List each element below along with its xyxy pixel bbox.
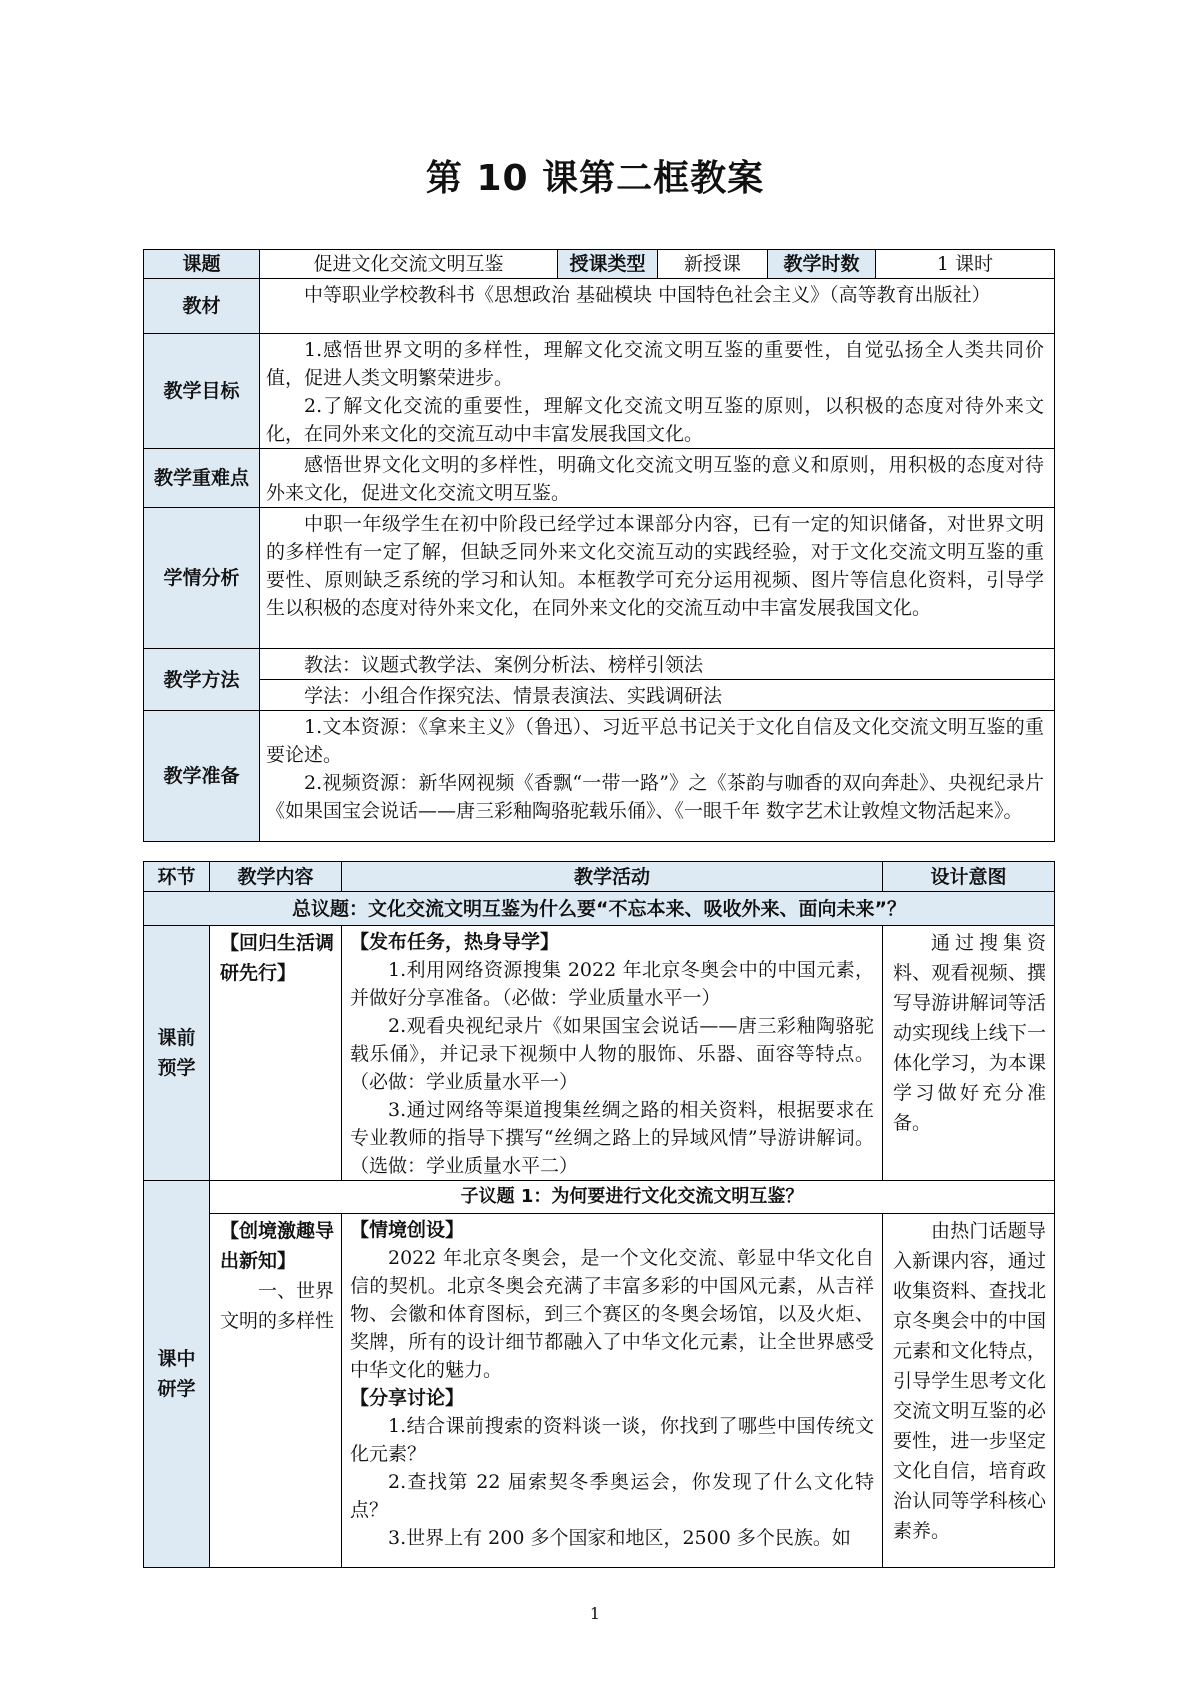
- discuss-heading: 【分享讨论】: [350, 1387, 465, 1409]
- lesson-info-table: [143, 249, 1055, 842]
- method-teach: 教法：议题式教学法、案例分析法、榜样引领法: [304, 654, 704, 676]
- page-number: 1: [589, 1604, 601, 1623]
- textbook-label: 教材: [144, 279, 260, 334]
- header-content: 教学内容: [210, 862, 342, 892]
- goals-label: 教学目标: [144, 334, 260, 449]
- textbook-value: 中等职业学校教科书《思想政治 基础模块 中国特色社会主义》（高等教育出版社）: [304, 284, 991, 306]
- stage-mid: [144, 1181, 210, 1568]
- stage-pre-label: 课前预学: [157, 1027, 196, 1079]
- methods-cell: [260, 680, 1055, 711]
- goals-cell: [260, 334, 1055, 449]
- design-mid-cell: [883, 1214, 1055, 1568]
- analysis-value: 中职一年级学生在初中阶段已经学过本课部分内容，已有一定的知识储备，对世界文明的多样性有一定了解，但缺乏同外来文化交流互动的实践经验，对于文化交流文明互鉴的重要性、原则缺乏系统的学习和认知。本框教学可充分运用视频、图片等信息化资料，引导学生以积极的态度对待外来文化，在同外来文化的交流互动中丰富发展我国文化。: [266, 513, 1044, 619]
- analysis-label: 学情分析: [144, 508, 260, 649]
- subject-label: 课题: [144, 250, 260, 279]
- process-table: [143, 861, 1055, 1568]
- method-learn: 学法：小组合作探究法、情景表演法、实践调研法: [304, 685, 723, 707]
- discuss-item: 2.查找第 22 届索契冬季奥运会，你发现了什么文化特点？: [350, 1471, 874, 1521]
- keypoints-label: 教学重难点: [144, 449, 260, 508]
- prep-cell: [260, 711, 1055, 842]
- prep-item: 2.视频资源：新华网视频《香飘“一带一路”》之《茶韵与咖香的双向奔赴》、央视纪录片《如果国宝会说话——唐三彩釉陶骆驼载乐俑》、《一眼千年 数字艺术让敦煌文物活起来》。: [266, 772, 1044, 822]
- design-pre-cell: [883, 926, 1055, 1181]
- subtopic-1: 子议题 1：为何要进行文化交流文明互鉴？: [210, 1181, 1055, 1214]
- keypoints-value: 感悟世界文化文明的多样性，明确文化交流文明互鉴的意义和原则，用积极的态度对待外来文化，促进文化交流文明互鉴。: [266, 454, 1044, 504]
- goal-item: 1.感悟世界文明的多样性，理解文化交流文明互鉴的重要性，自觉弘扬全人类共同价值，促进人类文明繁荣进步。: [266, 339, 1044, 389]
- subject-value: 促进文化交流文明互鉴: [260, 250, 558, 279]
- goal-item: 2.了解文化交流的重要性，理解文化交流文明互鉴的原则，以积极的态度对待外来文化，在同外来文化的交流互动中丰富发展我国文化。: [266, 395, 1044, 445]
- activity-pre-item: 3.通过网络等渠道搜集丝绸之路的相关资料，根据要求在专业教师的指导下撰写“丝绸之路上的异域风情”导游讲解词。（选做：学业质量水平二）: [350, 1099, 874, 1177]
- content-mid-item: 一、世界文明的多样性: [220, 1280, 335, 1332]
- keypoints-cell: [260, 449, 1055, 508]
- content-mid-heading: 【创境激趣导出新知】: [220, 1220, 335, 1272]
- page-title: 第 10 课第二框教案: [425, 158, 765, 199]
- hours-value: 1 课时: [876, 250, 1055, 279]
- activity-pre-heading: 【发布任务，热身导学】: [350, 931, 560, 953]
- textbook-cell: [260, 279, 1055, 334]
- scene-heading: 【情境创设】: [350, 1219, 465, 1241]
- activity-pre-cell: [342, 926, 883, 1181]
- stage-mid-label: 课中研学: [157, 1348, 196, 1400]
- stage-pre: [144, 926, 210, 1181]
- type-value: 新授课: [658, 250, 768, 279]
- activity-pre-item: 1.利用网络资源搜集 2022 年北京冬奥会中的中国元素，并做好分享准备。（必做：学业质量水平一）: [350, 959, 874, 1009]
- design-pre: 通过搜集资料、观看视频、撰写导游讲解词等活动实现线上线下一体化学习，为本课学习做好充分准备。: [893, 932, 1046, 1134]
- activity-mid-cell: [342, 1214, 883, 1568]
- design-mid: 由热门话题导入新课内容，通过收集资料、查找北京冬奥会中的中国元素和文化特点，引导学生思考文化交流文明互鉴的必要性，进一步坚定文化自信，培育政治认同等学科核心素养。: [893, 1220, 1046, 1542]
- methods-label: 教学方法: [144, 649, 260, 711]
- activity-pre-item: 2.观看央视纪录片《如果国宝会说话——唐三彩釉陶骆驼载乐俑》，并记录下视频中人物的服饰、乐器、面容等特点。（必做：学业质量水平一）: [350, 1015, 874, 1093]
- content-pre: 【回归生活调研先行】: [220, 932, 335, 984]
- discuss-item: 1.结合课前搜索的资料谈一谈，你找到了哪些中国传统文化元素？: [350, 1415, 874, 1465]
- prep-item: 1.文本资源：《拿来主义》（鲁迅）、习近平总书记关于文化自信及文化交流文明互鉴的重要论述。: [266, 716, 1044, 766]
- discuss-item: 3.世界上有 200 多个国家和地区，2500 多个民族。如: [388, 1527, 851, 1549]
- header-activity: 教学活动: [342, 862, 883, 892]
- analysis-cell: [260, 508, 1055, 649]
- hours-label: 教学时数: [768, 250, 876, 279]
- main-topic: 总议题：文化交流文明互鉴为什么要“不忘本来、吸收外来、面向未来”？: [144, 892, 1055, 926]
- content-mid-cell: [210, 1214, 342, 1568]
- scene-text: 2022 年北京冬奥会，是一个文化交流、彰显中华文化自信的契机。北京冬奥会充满了丰富多彩的中国风元素，从吉祥物、会徽和体育图标，到三个赛区的冬奥会场馆，以及火炬、奖牌，所有的设计细节都融入了中华文化元素，让全世界感受中华文化的魅力。: [350, 1247, 874, 1381]
- type-label: 授课类型: [558, 250, 658, 279]
- header-stage: 环节: [144, 862, 210, 892]
- content-pre-cell: [210, 926, 342, 1181]
- header-design: 设计意图: [883, 862, 1055, 892]
- prep-label: 教学准备: [144, 711, 260, 842]
- methods-cell: [260, 649, 1055, 680]
